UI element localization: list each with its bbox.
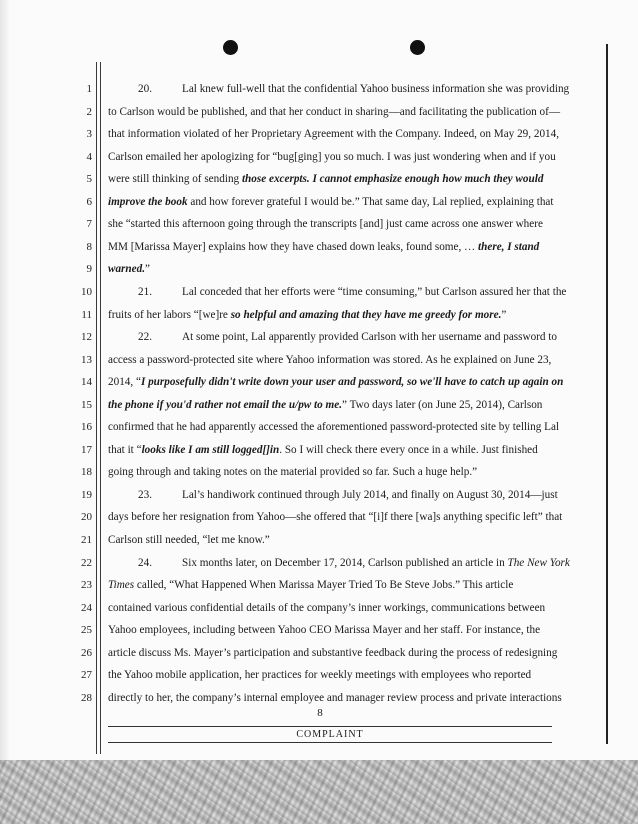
line-number: 23 xyxy=(81,579,92,591)
line-number: 4 xyxy=(86,151,92,163)
text-line xyxy=(108,172,594,186)
line-number: 12 xyxy=(81,331,92,343)
text-line xyxy=(108,510,594,524)
text-span: that it “ xyxy=(108,444,142,456)
line-number: 22 xyxy=(81,557,92,569)
text-span: At some point, Lal apparently provided Carlson with her username and password to xyxy=(182,331,558,343)
line-number: 2 xyxy=(86,106,92,118)
right-margin-rule xyxy=(606,44,608,744)
line-number: 26 xyxy=(81,647,92,659)
paragraph-number: 21. xyxy=(138,286,152,298)
text-span: ” xyxy=(145,263,150,275)
footer-rule-top xyxy=(108,726,552,727)
text-line xyxy=(108,533,594,547)
text-span: article discuss Ms. Mayer’s participation and substantive feedback during the process of redesigning xyxy=(108,647,558,659)
text-span: directly to her, the company’s internal employee and manager review process and private interactions xyxy=(108,692,562,704)
line-number: 20 xyxy=(81,511,92,523)
text-span: and how forever grateful I would be.” That same day, Lal replied, explaining that xyxy=(187,196,554,208)
italic-text: The New York xyxy=(507,557,570,569)
text-span: fruits of her labors “[we]re xyxy=(108,309,231,321)
left-margin-rule xyxy=(96,62,97,754)
line-number: 8 xyxy=(86,241,92,253)
text-span: Lal knew full-well that the confidential Yahoo business information she was providing xyxy=(182,83,570,95)
line-number: 17 xyxy=(81,444,92,456)
text-span: called, “What Happened When Marissa Mayer Tried To Be Steve Jobs.” This article xyxy=(134,579,514,591)
text-span: Six months later, on December 17, 2014, Carlson published an article in xyxy=(182,557,508,569)
italic-text: Times xyxy=(108,579,135,591)
text-line xyxy=(108,578,594,592)
paragraph-number: 20. xyxy=(138,83,152,95)
line-number: 1 xyxy=(86,83,92,95)
emphasis-text: so helpful and amazing that they have me greedy for more. xyxy=(230,309,502,321)
text-span: . So I will check there every once in a while. Just finished xyxy=(279,444,538,456)
text-span: she “started this afternoon going through the transcripts [and] just came across one answer where xyxy=(108,218,543,230)
footer-label: COMPLAINT xyxy=(296,729,364,740)
line-number: 10 xyxy=(81,286,92,298)
paragraph-number: 23. xyxy=(138,489,152,501)
line-number: 25 xyxy=(81,624,92,636)
text-span: Lal’s handiwork continued through July 2014, and finally on August 30, 2014—just xyxy=(182,489,558,501)
text-line xyxy=(108,420,594,434)
line-number: 19 xyxy=(81,489,92,501)
line-number: 7 xyxy=(86,218,92,230)
text-line xyxy=(108,217,594,231)
line-number: 5 xyxy=(86,173,92,185)
text-span: MM [Marissa Mayer] explains how they have chased down leaks, found some, … xyxy=(108,241,479,253)
line-number: 21 xyxy=(81,534,92,546)
paragraph-number: 24. xyxy=(138,557,152,569)
text-span: that information violated of her Proprietary Agreement with the Company. Indeed, on May 29, 2014, xyxy=(108,128,560,140)
text-line xyxy=(108,646,594,660)
text-span: ” Two days later (on June 25, 2014), Carlson xyxy=(342,399,543,411)
text-span: contained various confidential details of the company’s inner workings, communications between xyxy=(108,602,546,614)
text-line xyxy=(138,285,594,299)
text-line xyxy=(108,195,594,209)
text-line xyxy=(108,623,594,637)
line-number: 11 xyxy=(81,309,92,321)
line-number: 18 xyxy=(81,466,92,478)
line-number: 9 xyxy=(86,263,92,275)
emphasis-text: I purposefully didn't write down your user and password, so we'll have to catch up again on xyxy=(140,376,564,388)
text-span: were still thinking of sending xyxy=(108,173,242,185)
line-number: 14 xyxy=(81,376,92,388)
text-line xyxy=(138,330,594,344)
text-span: confirmed that he had apparently accessed the aforementioned password-protected site by telling Lal xyxy=(108,421,560,433)
text-span: access a password-protected site where Yahoo information was stored. As he explained on June 23, xyxy=(108,354,552,366)
text-span: to Carlson would be published, and that her conduct in sharing—and facilitating the publication of— xyxy=(108,106,561,118)
text-line xyxy=(108,353,594,367)
paragraph-number: 22. xyxy=(138,331,152,343)
text-span: the Yahoo mobile application, her practices for weekly meetings with employees who reported xyxy=(108,669,532,681)
text-line xyxy=(108,465,594,479)
page-number: 8 xyxy=(317,707,323,719)
text-span: Carlson still needed, “let me know.” xyxy=(108,534,270,546)
text-line xyxy=(108,262,594,276)
text-span: days before her resignation from Yahoo—she offered that “[i]f there [wa]s anything specific left” that xyxy=(108,511,563,523)
line-number: 15 xyxy=(81,399,92,411)
emphasis-text: there, I stand xyxy=(478,241,540,253)
text-span: Carlson emailed her apologizing for “bug[ging] you so much. I was just wondering when and if you xyxy=(108,151,556,163)
left-margin-rule-inner xyxy=(100,62,101,754)
text-span: going through and taking notes on the material provided so far. Such a huge help.” xyxy=(108,466,478,478)
line-number: 6 xyxy=(86,196,92,208)
footer-rule-bottom xyxy=(108,742,552,743)
text-line xyxy=(108,691,594,705)
emphasis-text: those excerpts. I cannot emphasize enough how much they would xyxy=(241,173,544,185)
text-line xyxy=(138,556,594,570)
line-number: 16 xyxy=(81,421,92,433)
text-line xyxy=(108,668,594,682)
text-span: ” xyxy=(501,309,507,321)
punch-hole-right xyxy=(410,40,425,55)
emphasis-text: looks like I am still logged[]in xyxy=(141,444,280,456)
line-number: 24 xyxy=(81,602,92,614)
text-line xyxy=(108,375,594,389)
text-line xyxy=(108,127,594,141)
text-line xyxy=(108,150,594,164)
text-span: Yahoo employees, including between Yahoo CEO Marissa Mayer and her staff. For instance, the xyxy=(108,624,541,636)
emphasis-text: the phone if you'd rather not email the u/pw to me. xyxy=(108,399,343,411)
punch-hole-left xyxy=(223,40,238,55)
emphasis-text: warned. xyxy=(108,263,145,275)
emphasis-text: improve the book xyxy=(108,196,188,208)
line-number: 13 xyxy=(81,354,92,366)
text-line xyxy=(108,398,594,412)
line-number: 3 xyxy=(86,128,92,140)
text-line xyxy=(108,601,594,615)
line-number: 28 xyxy=(81,692,92,704)
scan-noise-overlay xyxy=(0,760,638,824)
text-line xyxy=(108,105,594,119)
text-line xyxy=(108,443,594,457)
text-span: Lal conceded that her efforts were “time consuming,” but Carlson assured her that the xyxy=(182,286,567,298)
text-span: 2014, “ xyxy=(108,376,141,388)
text-line xyxy=(108,240,594,254)
scan-edge-shadow xyxy=(0,0,10,824)
text-line xyxy=(138,488,594,502)
text-line xyxy=(108,308,594,322)
text-line xyxy=(138,82,594,96)
line-number: 27 xyxy=(81,669,92,681)
